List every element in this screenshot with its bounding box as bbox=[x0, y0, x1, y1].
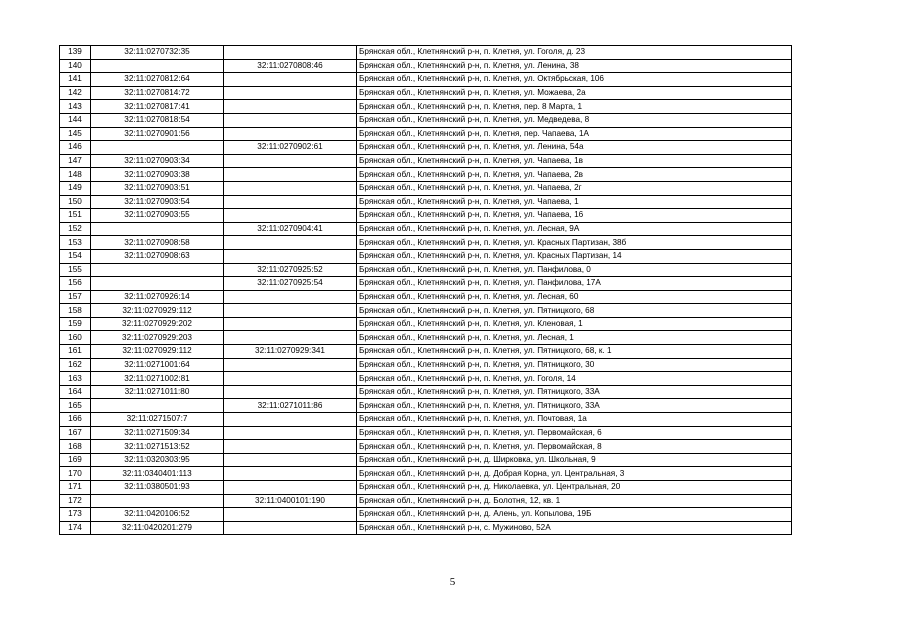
row-number-cell: 143 bbox=[60, 100, 91, 114]
row-number-cell: 139 bbox=[60, 46, 91, 60]
cadastral-number-alt-cell bbox=[224, 249, 357, 263]
address-cell: Брянская обл., Клетнянский р-н, п. Клетня, ул. Пятницкого, 68, к. 1 bbox=[357, 345, 792, 359]
cadastral-number-alt-cell bbox=[224, 113, 357, 127]
address-cell: Брянская обл., Клетнянский р-н, п. Клетня, ул. Гоголя, д. 23 bbox=[357, 46, 792, 60]
cadastral-number-alt-cell bbox=[224, 181, 357, 195]
table-row bbox=[60, 481, 792, 495]
address-cell: Брянская обл., Клетнянский р-н, п. Клетня, ул. Чапаева, 1 bbox=[357, 195, 792, 209]
table-row bbox=[60, 209, 792, 223]
row-number-cell: 160 bbox=[60, 331, 91, 345]
cadastral-number-cell: 32:11:0271011:80 bbox=[91, 385, 224, 399]
table-row bbox=[60, 467, 792, 481]
cadastral-number-cell: 32:11:0270903:54 bbox=[91, 195, 224, 209]
row-number-cell: 142 bbox=[60, 86, 91, 100]
address-cell: Брянская обл., Клетнянский р-н, п. Клетня, ул. Пятницкого, 68 bbox=[357, 304, 792, 318]
row-number-cell: 164 bbox=[60, 385, 91, 399]
cadastral-number-alt-cell bbox=[224, 317, 357, 331]
row-number-cell: 174 bbox=[60, 521, 91, 535]
address-cell: Брянская обл., Клетнянский р-н, п. Клетня, ул. Медведева, 8 bbox=[357, 113, 792, 127]
address-cell: Брянская обл., Клетнянский р-н, п. Клетня, ул. Красных Партизан, 14 bbox=[357, 249, 792, 263]
row-number-cell: 169 bbox=[60, 453, 91, 467]
table-row bbox=[60, 46, 792, 60]
cadastral-number-alt-cell bbox=[224, 521, 357, 535]
row-number-cell: 165 bbox=[60, 399, 91, 413]
cadastral-number-alt-cell bbox=[224, 467, 357, 481]
row-number-cell: 161 bbox=[60, 345, 91, 359]
address-cell: Брянская обл., Клетнянский р-н, д. Болотня, 12, кв. 1 bbox=[357, 494, 792, 508]
cadastral-number-alt-cell bbox=[224, 413, 357, 427]
address-cell: Брянская обл., Клетнянский р-н, п. Клетня, ул. Первомайская, 6 bbox=[357, 426, 792, 440]
row-number-cell: 163 bbox=[60, 372, 91, 386]
cadastral-number-cell bbox=[91, 59, 224, 73]
row-number-cell: 151 bbox=[60, 209, 91, 223]
table-row bbox=[60, 154, 792, 168]
cadastral-number-alt-cell bbox=[224, 127, 357, 141]
address-cell: Брянская обл., Клетнянский р-н, п. Клетня, ул. Пятницкого, 33А bbox=[357, 399, 792, 413]
table-row bbox=[60, 113, 792, 127]
cadastral-number-cell: 32:11:0270926:14 bbox=[91, 290, 224, 304]
cadastral-number-alt-cell bbox=[224, 236, 357, 250]
row-number-cell: 149 bbox=[60, 181, 91, 195]
cadastral-number-alt-cell bbox=[224, 481, 357, 495]
table-row bbox=[60, 345, 792, 359]
table-row bbox=[60, 304, 792, 318]
cadastral-number-alt-cell: 32:11:0270902:61 bbox=[224, 141, 357, 155]
cadastral-number-alt-cell bbox=[224, 304, 357, 318]
address-cell: Брянская обл., Клетнянский р-н, п. Клетня, ул. Гоголя, 14 bbox=[357, 372, 792, 386]
cadastral-number-cell: 32:11:0270908:58 bbox=[91, 236, 224, 250]
row-number-cell: 145 bbox=[60, 127, 91, 141]
row-number-cell: 159 bbox=[60, 317, 91, 331]
cadastral-number-cell bbox=[91, 277, 224, 291]
cadastral-number-alt-cell bbox=[224, 46, 357, 60]
address-cell: Брянская обл., Клетнянский р-н, с. Мужиново, 52А bbox=[357, 521, 792, 535]
cadastral-number-alt-cell: 32:11:0270925:54 bbox=[224, 277, 357, 291]
table-row bbox=[60, 181, 792, 195]
cadastral-number-alt-cell bbox=[224, 73, 357, 87]
table-row bbox=[60, 494, 792, 508]
table-row bbox=[60, 440, 792, 454]
row-number-cell: 140 bbox=[60, 59, 91, 73]
cadastral-number-cell: 32:11:0270929:203 bbox=[91, 331, 224, 345]
address-cell: Брянская обл., Клетнянский р-н, п. Клетня, ул. Пятницкого, 33А bbox=[357, 385, 792, 399]
cadastral-number-cell: 32:11:0270929:112 bbox=[91, 345, 224, 359]
address-cell: Брянская обл., Клетнянский р-н, п. Клетня, ул. Панфилова, 0 bbox=[357, 263, 792, 277]
cadastral-number-cell bbox=[91, 222, 224, 236]
address-cell: Брянская обл., Клетнянский р-н, п. Клетня, ул. Чапаева, 2в bbox=[357, 168, 792, 182]
row-number-cell: 152 bbox=[60, 222, 91, 236]
cadastral-number-alt-cell bbox=[224, 154, 357, 168]
address-cell: Брянская обл., Клетнянский р-н, п. Клетня, ул. Пятницкого, 30 bbox=[357, 358, 792, 372]
address-cell: Брянская обл., Клетнянский р-н, д. Николаевка, ул. Центральная, 20 bbox=[357, 481, 792, 495]
row-number-cell: 162 bbox=[60, 358, 91, 372]
row-number-cell: 141 bbox=[60, 73, 91, 87]
address-cell: Брянская обл., Клетнянский р-н, п. Клетня, ул. Октябрьская, 106 bbox=[357, 73, 792, 87]
address-cell: Брянская обл., Клетнянский р-н, п. Клетня, ул. Лесная, 60 bbox=[357, 290, 792, 304]
cadastral-number-cell: 32:11:0270903:38 bbox=[91, 168, 224, 182]
cadastral-number-cell bbox=[91, 494, 224, 508]
cadastral-number-cell: 32:11:0271507:7 bbox=[91, 413, 224, 427]
address-cell: Брянская обл., Клетнянский р-н, п. Клетня, ул. Панфилова, 17А bbox=[357, 277, 792, 291]
cadastral-number-cell: 32:11:0270814:72 bbox=[91, 86, 224, 100]
cadastral-number-cell: 32:11:0320303:95 bbox=[91, 453, 224, 467]
cadastral-number-alt-cell bbox=[224, 426, 357, 440]
address-cell: Брянская обл., Клетнянский р-н, д. Ширковка, ул. Школьная, 9 bbox=[357, 453, 792, 467]
address-cell: Брянская обл., Клетнянский р-н, д. Добрая Корна, ул. Центральная, 3 bbox=[357, 467, 792, 481]
table-row bbox=[60, 521, 792, 535]
cadastral-number-alt-cell bbox=[224, 508, 357, 522]
cadastral-number-alt-cell bbox=[224, 100, 357, 114]
table-row bbox=[60, 399, 792, 413]
address-cell: Брянская обл., Клетнянский р-н, п. Клетня, ул. Кленовая, 1 bbox=[357, 317, 792, 331]
address-cell: Брянская обл., Клетнянский р-н, п. Клетня, ул. Лесная, 9А bbox=[357, 222, 792, 236]
cadastral-number-cell: 32:11:0340401:113 bbox=[91, 467, 224, 481]
cadastral-number-cell bbox=[91, 399, 224, 413]
table-row bbox=[60, 358, 792, 372]
table-row bbox=[60, 453, 792, 467]
cadastral-number-cell: 32:11:0420201:279 bbox=[91, 521, 224, 535]
cadastral-number-alt-cell: 32:11:0270808:46 bbox=[224, 59, 357, 73]
cadastral-number-cell: 32:11:0270903:34 bbox=[91, 154, 224, 168]
cadastral-number-cell: 32:11:0270903:55 bbox=[91, 209, 224, 223]
row-number-cell: 153 bbox=[60, 236, 91, 250]
table-row bbox=[60, 372, 792, 386]
cadastral-number-alt-cell: 32:11:0270929:341 bbox=[224, 345, 357, 359]
table-row bbox=[60, 222, 792, 236]
cadastral-number-cell: 32:11:0270818:54 bbox=[91, 113, 224, 127]
cadastral-number-alt-cell bbox=[224, 358, 357, 372]
cadastral-number-alt-cell bbox=[224, 440, 357, 454]
cadastral-number-cell: 32:11:0271001:64 bbox=[91, 358, 224, 372]
address-cell: Брянская обл., Клетнянский р-н, п. Клетня, ул. Ленина, 38 bbox=[357, 59, 792, 73]
cadastral-number-alt-cell bbox=[224, 331, 357, 345]
cadastral-number-cell: 32:11:0271513:52 bbox=[91, 440, 224, 454]
address-cell: Брянская обл., Клетнянский р-н, п. Клетня, ул. Чапаева, 16 bbox=[357, 209, 792, 223]
cadastral-number-cell: 32:11:0420106:52 bbox=[91, 508, 224, 522]
address-cell: Брянская обл., Клетнянский р-н, п. Клетня, ул. Почтовая, 1а bbox=[357, 413, 792, 427]
cadastral-number-alt-cell bbox=[224, 385, 357, 399]
address-cell: Брянская обл., Клетнянский р-н, п. Клетня, ул. Красных Партизан, 38б bbox=[357, 236, 792, 250]
cadastral-number-alt-cell bbox=[224, 195, 357, 209]
cadastral-number-cell: 32:11:0270929:112 bbox=[91, 304, 224, 318]
cadastral-number-cell: 32:11:0271002:81 bbox=[91, 372, 224, 386]
cadastral-number-alt-cell bbox=[224, 168, 357, 182]
address-cell: Брянская обл., Клетнянский р-н, п. Клетня, ул. Чапаева, 1в bbox=[357, 154, 792, 168]
registry-table-body bbox=[60, 46, 792, 535]
cadastral-number-alt-cell bbox=[224, 290, 357, 304]
cadastral-number-cell: 32:11:0270908:63 bbox=[91, 249, 224, 263]
address-cell: Брянская обл., Клетнянский р-н, п. Клетня, пер. Чапаева, 1А bbox=[357, 127, 792, 141]
cadastral-number-alt-cell: 32:11:0270904:41 bbox=[224, 222, 357, 236]
address-cell: Брянская обл., Клетнянский р-н, п. Клетня, ул. Ленина, 54а bbox=[357, 141, 792, 155]
address-cell: Брянская обл., Клетнянский р-н, д. Алень, ул. Копылова, 19Б bbox=[357, 508, 792, 522]
row-number-cell: 167 bbox=[60, 426, 91, 440]
table-row bbox=[60, 317, 792, 331]
table-row bbox=[60, 249, 792, 263]
row-number-cell: 156 bbox=[60, 277, 91, 291]
cadastral-number-alt-cell: 32:11:0270925:52 bbox=[224, 263, 357, 277]
cadastral-number-cell: 32:11:0270929:202 bbox=[91, 317, 224, 331]
row-number-cell: 144 bbox=[60, 113, 91, 127]
row-number-cell: 157 bbox=[60, 290, 91, 304]
table-row bbox=[60, 236, 792, 250]
address-cell: Брянская обл., Клетнянский р-н, п. Клетня, ул. Чапаева, 2г bbox=[357, 181, 792, 195]
row-number-cell: 172 bbox=[60, 494, 91, 508]
cadastral-number-cell: 32:11:0271509:34 bbox=[91, 426, 224, 440]
row-number-cell: 173 bbox=[60, 508, 91, 522]
cadastral-number-alt-cell bbox=[224, 86, 357, 100]
table-row bbox=[60, 290, 792, 304]
address-cell: Брянская обл., Клетнянский р-н, п. Клетня, пер. 8 Марта, 1 bbox=[357, 100, 792, 114]
row-number-cell: 155 bbox=[60, 263, 91, 277]
row-number-cell: 146 bbox=[60, 141, 91, 155]
cadastral-number-cell bbox=[91, 263, 224, 277]
table-row bbox=[60, 413, 792, 427]
table-row bbox=[60, 168, 792, 182]
cadastral-number-cell bbox=[91, 141, 224, 155]
cadastral-number-cell: 32:11:0380501:93 bbox=[91, 481, 224, 495]
table-row bbox=[60, 73, 792, 87]
row-number-cell: 170 bbox=[60, 467, 91, 481]
row-number-cell: 158 bbox=[60, 304, 91, 318]
row-number-cell: 150 bbox=[60, 195, 91, 209]
cadastral-number-cell: 32:11:0270901:56 bbox=[91, 127, 224, 141]
address-cell: Брянская обл., Клетнянский р-н, п. Клетня, ул. Можаева, 2а bbox=[357, 86, 792, 100]
cadastral-number-cell: 32:11:0270817:41 bbox=[91, 100, 224, 114]
row-number-cell: 166 bbox=[60, 413, 91, 427]
table-row bbox=[60, 277, 792, 291]
cadastral-number-cell: 32:11:0270732:35 bbox=[91, 46, 224, 60]
address-cell: Брянская обл., Клетнянский р-н, п. Клетня, ул. Лесная, 1 bbox=[357, 331, 792, 345]
row-number-cell: 147 bbox=[60, 154, 91, 168]
registry-table bbox=[59, 45, 792, 535]
cadastral-number-alt-cell bbox=[224, 372, 357, 386]
row-number-cell: 171 bbox=[60, 481, 91, 495]
table-row bbox=[60, 59, 792, 73]
table-row bbox=[60, 426, 792, 440]
table-row bbox=[60, 508, 792, 522]
table-row bbox=[60, 385, 792, 399]
row-number-cell: 154 bbox=[60, 249, 91, 263]
table-row bbox=[60, 100, 792, 114]
cadastral-number-cell: 32:11:0270903:51 bbox=[91, 181, 224, 195]
table-row bbox=[60, 141, 792, 155]
table-row bbox=[60, 263, 792, 277]
cadastral-number-cell: 32:11:0270812:64 bbox=[91, 73, 224, 87]
cadastral-number-alt-cell bbox=[224, 453, 357, 467]
table-row bbox=[60, 127, 792, 141]
table-row bbox=[60, 331, 792, 345]
cadastral-number-alt-cell: 32:11:0271011:86 bbox=[224, 399, 357, 413]
address-cell: Брянская обл., Клетнянский р-н, п. Клетня, ул. Первомайская, 8 bbox=[357, 440, 792, 454]
page-number: 5 bbox=[449, 576, 456, 588]
cadastral-number-alt-cell: 32:11:0400101:190 bbox=[224, 494, 357, 508]
table-row bbox=[60, 195, 792, 209]
row-number-cell: 148 bbox=[60, 168, 91, 182]
cadastral-number-alt-cell bbox=[224, 209, 357, 223]
row-number-cell: 168 bbox=[60, 440, 91, 454]
table-row bbox=[60, 86, 792, 100]
